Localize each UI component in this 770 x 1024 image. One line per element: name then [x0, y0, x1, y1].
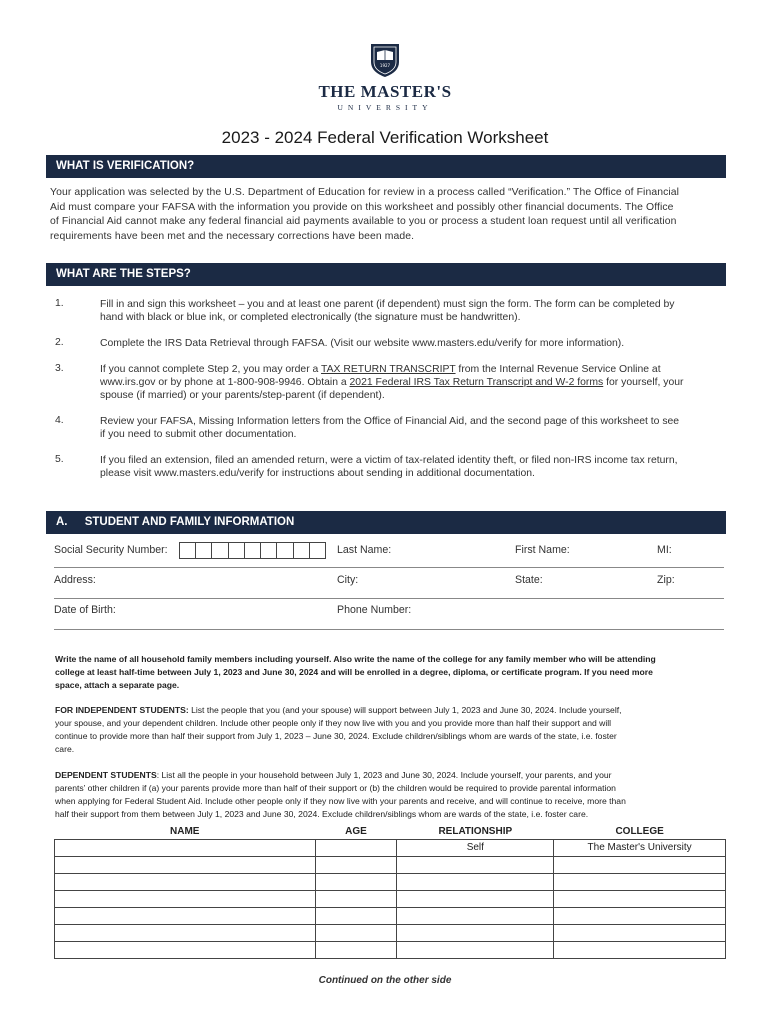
instr-line: continue to provide more than half their support from July 1, 2023 – June 30, 2024. Exclude children/siblings whom are wards of the state, i.e. foster	[55, 731, 617, 741]
independent-instructions	[55, 704, 735, 756]
state-field[interactable]: State:	[515, 574, 543, 586]
relationship-cell[interactable]: Self	[397, 839, 554, 856]
table-row	[55, 873, 726, 890]
instr-line: List the people that you (and your spouse) will support between July 1, 2023 and June 30, 2024. Include yourself,	[188, 705, 622, 715]
verification-line: Your application was selected by the U.S. Department of Education for review in a process called “Verification.” The Office of Financial	[50, 187, 680, 198]
intro-line: Write the name of all household family members including yourself. Also write the name of the college for any family member who will be attending	[55, 654, 656, 664]
step-4	[100, 415, 730, 441]
college-cell[interactable]	[554, 856, 726, 873]
household-table	[54, 824, 726, 959]
college-cell[interactable]	[554, 941, 726, 958]
col-name-header: NAME	[170, 825, 200, 837]
intro-line: space, attach a separate page.	[55, 680, 180, 690]
step-number: 1.	[55, 298, 64, 309]
step-5	[100, 454, 730, 480]
table-row	[55, 839, 726, 856]
last-name-field[interactable]: Last Name:	[337, 544, 392, 556]
continued-note: Continued on the other side	[318, 975, 452, 986]
age-cell[interactable]	[315, 856, 397, 873]
age-cell[interactable]	[315, 890, 397, 907]
logo-subword: UNIVERSITY	[337, 103, 433, 112]
age-cell[interactable]	[315, 907, 397, 924]
age-cell[interactable]	[315, 839, 397, 856]
step-line: If you filed an extension, filed an amended return, were a victim of tax-related identity theft, or filed non-IRS income tax return,	[100, 455, 678, 466]
tax-transcript-link[interactable]: TAX RETURN TRANSCRIPT	[321, 364, 456, 375]
step-line: if you need to submit other documentation.	[100, 429, 297, 440]
instr-line: parents’ other children if (a) your parents provide more than half of their support or (b) the children would be required to provide parental information	[55, 783, 616, 793]
col-college-header: COLLEGE	[615, 825, 664, 837]
step-number: 3.	[55, 363, 64, 374]
step-line: spouse (if married) or your parents/step-parent (if dependent).	[100, 390, 385, 401]
step-3	[100, 363, 730, 402]
table-row	[55, 924, 726, 941]
table-row	[55, 941, 726, 958]
instr-line: your spouse, and your dependent children. Include other people only if they now live with you and you provide more than half their support and will	[55, 718, 612, 728]
name-cell[interactable]	[55, 873, 316, 890]
table-row	[55, 890, 726, 907]
mi-field[interactable]: MI:	[657, 544, 672, 556]
college-cell[interactable]	[554, 890, 726, 907]
step-line: Complete the IRS Data Retrieval through FAFSA. (Visit our website www.masters.edu/verify for more information).	[100, 338, 625, 349]
col-age-header: AGE	[345, 825, 367, 837]
crest-icon	[369, 42, 401, 78]
step-line	[100, 376, 730, 389]
instr-line: half their support from them between July 1, 2023 and June 30, 2024. Exclude children/siblings whom are wards of the state, i.e. foster care.	[55, 809, 589, 819]
section-title: STUDENT AND FAMILY INFORMATION	[84, 516, 295, 528]
table-row	[55, 856, 726, 873]
crest-year: 1927	[379, 63, 391, 68]
divider	[54, 629, 724, 630]
college-cell[interactable]: The Master's University	[554, 839, 726, 856]
divider	[54, 598, 724, 599]
dependent-label: DEPENDENT STUDENTS	[55, 770, 157, 780]
step-line	[100, 363, 730, 376]
independent-label: FOR INDEPENDENT STUDENTS:	[55, 705, 189, 715]
step-line: hand with black or blue ink, or completed electronically (the signature must be handwritten).	[100, 312, 521, 323]
step-1	[100, 298, 730, 324]
dob-field[interactable]: Date of Birth:	[54, 604, 116, 616]
relationship-cell[interactable]	[397, 873, 554, 890]
step-line: Review your FAFSA, Missing Information letters from the Office of Financial Aid, and the second page of this worksheet to see	[100, 416, 680, 427]
irs-transcript-link[interactable]: 2021 Federal IRS Tax Return Transcript and W-2 forms	[349, 377, 604, 388]
step-2	[100, 337, 730, 350]
page-title: 2023 - 2024 Federal Verification Worksheet	[221, 128, 549, 147]
age-cell[interactable]	[315, 941, 397, 958]
verification-heading: WHAT IS VERIFICATION?	[46, 155, 726, 178]
name-cell[interactable]	[55, 890, 316, 907]
verification-line: Aid must compare your FAFSA with the information you provide on this worksheet and possibly other financial documents. The Office	[50, 201, 674, 213]
steps-heading: WHAT ARE THE STEPS?	[46, 263, 726, 286]
instr-line: when applying for Federal Student Aid. Include other people only if they now live with your parents and receive, and will continue to receive, more than	[55, 796, 626, 806]
section-a-heading	[46, 511, 726, 534]
intro-line: college at least half-time between July 1, 2023 and June 30, 2024 and will be enrolled in a degree, diploma, or certificate program. If you need more	[55, 667, 653, 677]
step-number: 4.	[55, 415, 64, 426]
ssn-label: Social Security Number:	[54, 544, 168, 556]
age-cell[interactable]	[315, 924, 397, 941]
college-cell[interactable]	[554, 924, 726, 941]
name-cell[interactable]	[55, 856, 316, 873]
phone-field[interactable]: Phone Number:	[337, 604, 412, 616]
college-cell[interactable]	[554, 873, 726, 890]
name-cell[interactable]	[55, 839, 316, 856]
household-intro	[55, 653, 735, 692]
college-cell[interactable]	[554, 907, 726, 924]
relationship-cell[interactable]	[397, 924, 554, 941]
step-number: 2.	[55, 337, 64, 348]
instr-line: care.	[55, 744, 75, 754]
verification-text	[50, 186, 740, 244]
col-relationship-header: RELATIONSHIP	[438, 825, 513, 837]
name-cell[interactable]	[55, 941, 316, 958]
ssn-input[interactable]	[179, 542, 326, 559]
step-text-part: www.irs.gov or by phone at 1-800-908-9946. Obtain a	[100, 377, 350, 388]
dependent-instructions	[55, 769, 735, 821]
relationship-cell[interactable]	[397, 941, 554, 958]
instr-line: : List all the people in your household between July 1, 2023 and June 30, 2024. Include yourself, your parents, and your	[156, 770, 612, 780]
relationship-cell[interactable]	[397, 856, 554, 873]
name-cell[interactable]	[55, 924, 316, 941]
relationship-cell[interactable]	[397, 907, 554, 924]
age-cell[interactable]	[315, 873, 397, 890]
step-number: 5.	[55, 454, 64, 465]
section-letter: A.	[56, 516, 68, 528]
verification-line: of Financial Aid cannot make any federal financial aid payments available to you or process a student loan request until all verification	[50, 216, 677, 228]
step-text-part: If you cannot complete Step 2, you may order a	[100, 364, 322, 375]
step-line: please visit www.masters.edu/verify for instructions about sending in additional documentation.	[100, 468, 535, 479]
relationship-cell[interactable]	[397, 890, 554, 907]
step-text-part: from the Internal Revenue Service Online at	[455, 364, 661, 375]
divider	[54, 567, 724, 568]
address-field[interactable]: Address:	[54, 574, 96, 586]
verification-line: requirements have been met and the necessary corrections have been made.	[50, 230, 415, 242]
step-text-part: for yourself, your	[603, 377, 684, 388]
step-line: Fill in and sign this worksheet – you and at least one parent (if dependent) must sign the form. The form can be completed by	[100, 299, 675, 310]
table-row	[55, 907, 726, 924]
logo-wordmark: THE MASTER'S	[318, 82, 452, 101]
first-name-field[interactable]: First Name:	[515, 544, 570, 556]
city-field[interactable]: City:	[337, 574, 359, 586]
zip-field[interactable]: Zip:	[657, 574, 675, 586]
name-cell[interactable]	[55, 907, 316, 924]
university-logo	[0, 42, 770, 112]
table-header	[55, 824, 726, 839]
